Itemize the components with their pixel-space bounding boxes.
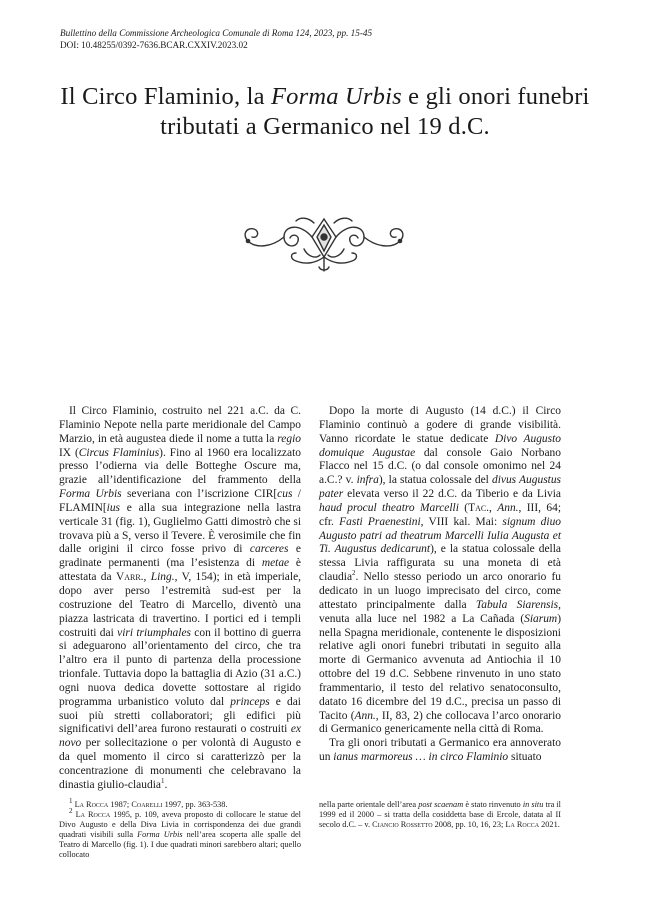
text-run: , venuta alla luce nel 1982 a La Cañada ( bbox=[319, 598, 561, 625]
article-title bbox=[0, 82, 650, 142]
text-run: 1995, p. 109, aveva proposto di collocare le statue del Divo Augusto e della Diva Livia in corrispondenza dei due grandi quadrati visibili sulla bbox=[59, 810, 301, 840]
italic-run: divus Augustus pater bbox=[319, 474, 561, 501]
italic-run: Fasti Praenestini bbox=[339, 515, 421, 528]
italic-run: Tabula Siarensis bbox=[475, 598, 559, 611]
text-run: , VIII kal. Mai: bbox=[420, 515, 503, 528]
italic-run: signum diuo Augusto patri ad theatrum Marcelli Iulia Augusta et Ti. Augustus dedicarunt bbox=[319, 515, 562, 556]
italic-run: haud procul theatro Marcelli bbox=[319, 501, 459, 514]
footnotes-right bbox=[319, 800, 561, 830]
left-column-body bbox=[59, 405, 301, 793]
footnote-ref-1[interactable]: 1 bbox=[160, 776, 165, 785]
text-run: Tra gli onori tributati a Germanico era annoverato un bbox=[319, 737, 561, 764]
footnote-number: 1 bbox=[69, 797, 73, 806]
italic-run: post scaenam bbox=[418, 800, 464, 809]
small-caps-author: La Rocca bbox=[74, 800, 109, 809]
text-run: e dai suoi più stretti collaboratori; gli edifici più significativi dell’area furono restaurati o costruiti bbox=[59, 695, 301, 736]
small-caps-author: La Rocca bbox=[505, 820, 540, 830]
footnote-number: 2 bbox=[69, 807, 73, 816]
italic-run: infra bbox=[356, 474, 379, 487]
title-part1: Il Circo Flaminio, la bbox=[60, 83, 272, 110]
text-run: situato bbox=[508, 751, 542, 764]
paragraph bbox=[319, 737, 561, 765]
footnotes-left bbox=[59, 797, 301, 861]
text-run: è stato rinvenuto bbox=[463, 800, 523, 809]
italic-run: Ling. bbox=[150, 571, 175, 584]
text-run: . bbox=[164, 778, 168, 791]
italic-run: Forma Urbis bbox=[137, 830, 183, 840]
text-run: nell’area scoperta alle spalle del Teatro di Marcello (fig. 1). I due quadrati minori sarebbero altari; quello collocato bbox=[59, 830, 301, 860]
text-run: / FLAMIN[ bbox=[59, 488, 301, 514]
text-run: elevata verso il 22 d.C. da Tiberio e da Livia bbox=[343, 488, 561, 501]
text-run: , II, 83, 2) che collocava l’arco onorario di Germanico genericamente nella città di Roma. bbox=[319, 709, 561, 736]
small-caps-author: Varr. bbox=[115, 571, 144, 584]
text-run: 1987; bbox=[108, 800, 132, 809]
footnote-2 bbox=[59, 807, 301, 860]
italic-run: Divo Augusto domuique Augustae bbox=[319, 432, 561, 459]
title-part2: e gli onori funebri bbox=[401, 83, 590, 110]
italic-run: metae bbox=[261, 557, 290, 570]
text-run: , III, 64; cfr. bbox=[319, 501, 561, 528]
text-run: ) nella Spagna meridionale, contenente le disposizioni relative agli onori funebri tributati in seguito alla morte di Germanico avvenuta ad Antiochia il 10 ottobre del 19 d.C. Sebbene rinvenuto in uno stato frammentario, il testo del relativo senatoconsulto, datato 16 dicembre del 19 d.C., precisa un passo di Tacito ( bbox=[319, 612, 561, 722]
italic-run: Siarum bbox=[524, 612, 558, 625]
text-run: nella parte orientale dell’area bbox=[319, 800, 419, 809]
text-run: Il Circo Flaminio, costruito nel 221 a.C. da C. Flaminio Nepote nella parte meridionale del Campo Marzio, in età augustea diede il nome a tutta la bbox=[59, 405, 301, 445]
text-run: , bbox=[143, 571, 151, 584]
text-run: IX ( bbox=[59, 446, 79, 459]
small-caps-author: Tac. bbox=[468, 501, 490, 514]
text-run: Dopo la morte di Augusto (14 d.C.) il Circo Flaminio continuò a godere di grande visibilità. Vanno ricordate le statue dedicate bbox=[319, 405, 561, 445]
decorative-flourish-ornament-icon bbox=[224, 213, 424, 275]
small-caps-author: La Rocca bbox=[75, 810, 111, 820]
text-run: è attestata da bbox=[59, 557, 301, 584]
right-column-body bbox=[319, 405, 561, 765]
italic-run: Circus Flaminius bbox=[78, 446, 160, 459]
italic-run: ianus marmoreus … in circo Flaminio bbox=[333, 751, 509, 764]
text-run: e alla sua integrazione nella lastra verticale 31 (fig. 1), Guglielmo Gatti dimostrò che si trovava più a S, verso il Tevere. È verosimile che fin dalle origini il circo fosse privo di bbox=[59, 501, 301, 556]
italic-run: cus bbox=[277, 488, 293, 501]
text-run: per sollecitazione o per volontà di Augusto e da quel momento il circo si caratterizzò per la concentrazione di monumenti che celebravano la dinastia giulio-claudia bbox=[59, 737, 301, 791]
italic-run: princeps bbox=[230, 695, 270, 708]
text-run: dal console Gaio Norbano Flacco nel 15 d.C. (o dal console omonimo nel 24 a.C.? v. bbox=[319, 446, 561, 487]
page-header bbox=[60, 27, 372, 51]
text-run: 2008, pp. 10, 16, 23; bbox=[432, 820, 506, 830]
text-run: 2021. bbox=[539, 820, 560, 830]
italic-run: ius bbox=[106, 501, 121, 514]
text-run: con il bottino di guerra si adeguarono all’orientamento del circo, che tra l’altro era il punto di partenza della processione trionfale. Tuttavia dopo la battaglia di Azio (31 a.C.) ogni nuova dedica dovette sottostare al rigido programma urbanistico voluto dal bbox=[59, 626, 301, 708]
text-run: ). Fino al 1960 era localizzato presso l’odierna via delle Botteghe Oscure ma, grazie all’identificazione del frammento della bbox=[59, 446, 301, 487]
paragraph bbox=[319, 405, 561, 737]
italic-run: carceres bbox=[249, 543, 289, 556]
text-run: ), la statua colossale del bbox=[378, 474, 492, 487]
small-caps-author: Ciancio Rossetto bbox=[372, 820, 433, 830]
text-run: e gradinate permanenti (ma l’esistenza di bbox=[59, 543, 302, 570]
title-italic: Forma Urbis bbox=[271, 83, 402, 110]
text-run: tra il 1999 ed il 2000 – si tratta della cosiddetta base di Ercole, datata al II secolo d.C. – v. bbox=[319, 800, 561, 830]
italic-run: in situ bbox=[522, 800, 544, 809]
italic-run: Forma Urbis bbox=[59, 488, 122, 501]
text-run: severiana con l’iscrizione CIR[ bbox=[121, 488, 278, 501]
journal-citation: Bullettino della Commissione Archeologica Comunale di Roma 124, 2023, pp. 15-45 bbox=[60, 28, 373, 38]
title-line2: tributati a Germanico nel 19 d.C. bbox=[160, 113, 490, 140]
small-caps-author: Coarelli bbox=[131, 800, 163, 809]
text-run: , bbox=[489, 501, 498, 514]
footnote-2-continued bbox=[319, 800, 561, 830]
text-run: ), e la statua colossale della stessa Livia raffigurata su una moneta di età claudia bbox=[319, 543, 561, 584]
paragraph bbox=[59, 405, 301, 793]
doi-line: DOI: 10.48255/0392-7636.BCAR.CXXIV.2023.02 bbox=[60, 40, 248, 50]
text-run: 1997, pp. 363-538. bbox=[162, 800, 228, 809]
footnote-ref-2[interactable]: 2 bbox=[352, 569, 356, 578]
text-run: . Nello stesso periodo un arco onorario fu dedicato in un luogo imprecisato del circo, come attestato principalmente dalla bbox=[319, 571, 561, 611]
footnote-1 bbox=[59, 797, 301, 810]
italic-run: ex novo bbox=[59, 723, 301, 750]
text-run: ( bbox=[458, 501, 469, 514]
italic-run: regio bbox=[277, 432, 301, 445]
italic-run: viri triumphales bbox=[117, 626, 191, 639]
italic-run: Ann. bbox=[354, 709, 376, 722]
italic-run: Ann. bbox=[497, 501, 519, 514]
text-run: , V, 154); in età imperiale, dopo aver perso l’estremità sud-est per la costruzione del Teatro di Marcello, diventò una piazza lastricata di travertino. I portici ed i templi costruiti dai bbox=[59, 571, 301, 639]
